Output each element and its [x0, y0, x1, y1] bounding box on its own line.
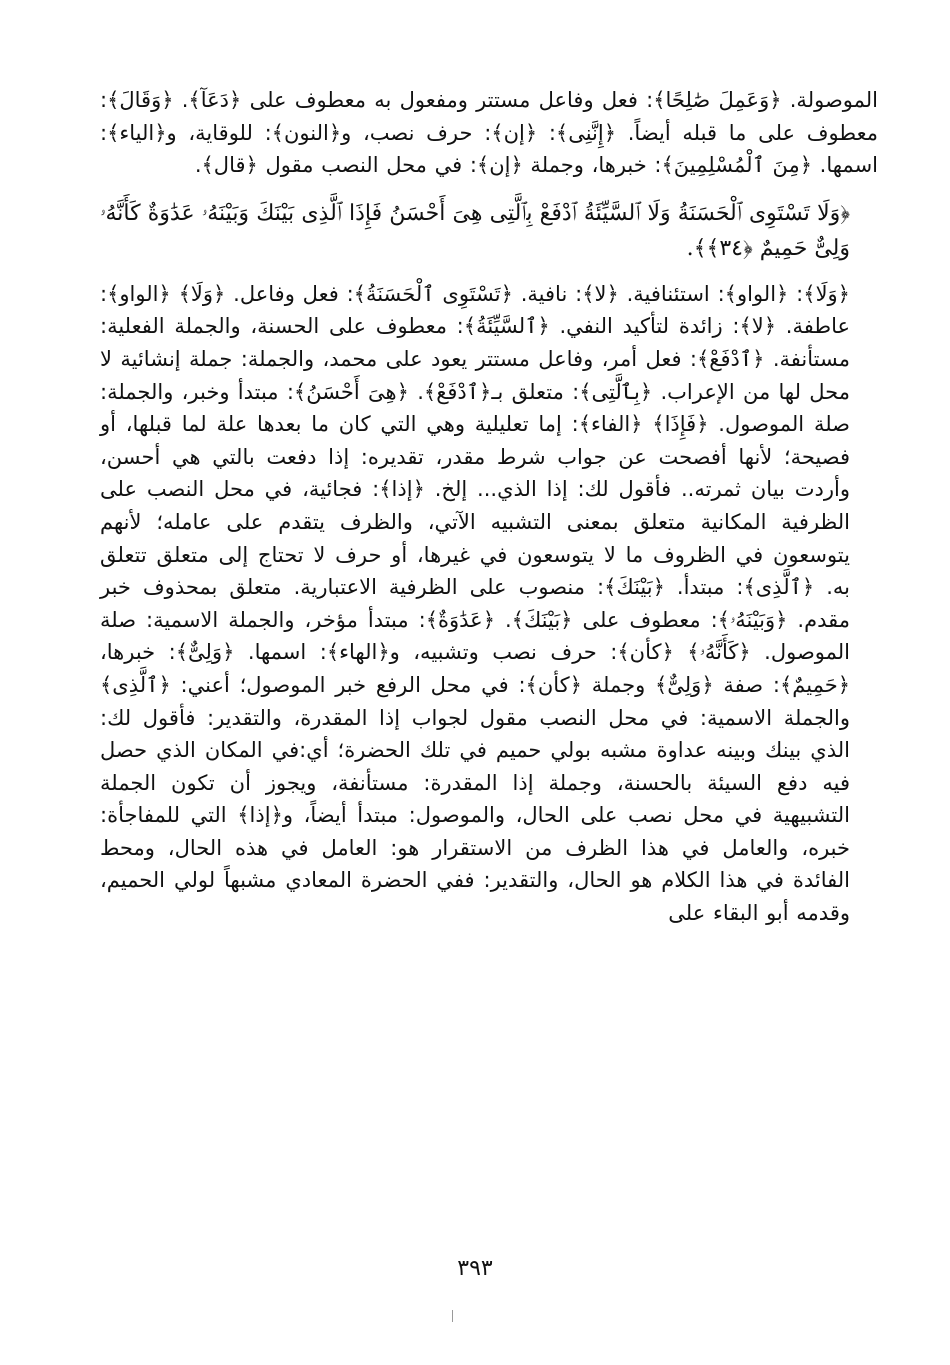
quran-verse: ﴿وَلَا تَسْتَوِى ٱلْحَسَنَةُ وَلَا ٱلسَّيِّئَةُ ٱدْفَعْ بِٱلَّتِى هِىَ أَحْسَنُ فَإِذَا ٱلَّذِى بَيْنَكَ وَبَيْنَهُۥ عَدَٰوَةٌ كَأَنَّهُۥ وَلِىٌّ حَمِيمٌ ﴿٣٤﴾﴾. [100, 200, 850, 261]
paragraph-grammar-analysis: ﴿وَلَا﴾: ﴿الواو﴾: استئنافية. ﴿لا﴾: نافية. ﴿تَسْتَوِى ٱلْحَسَنَةُ﴾: فعل وفاعل. ﴿وَلَا﴾ ﴿الواو﴾: عاطفة. ﴿لا﴾: زائدة لتأكيد النفي. ﴿ٱلسَّيِّئَةُ﴾: معطوف على الحسنة، والجملة الفعلية: مستأنفة. ﴿ٱدْفَعْ﴾: فعل أمر، وفاعل مستتر يعود على محمد، والجملة: جملة إنشائية لا محل لها من الإعراب. ﴿بِٱلَّتِى﴾: متعلق بـ﴿ٱدْفَعْ﴾. ﴿هِىَ أَحْسَنُ﴾: مبتدأ وخبر، والجملة: صلة الموصول. ﴿فَإِذَا﴾ ﴿الفاء﴾: إما تعليلية وهي التي كان ما بعدها علة لما قبلها، أو فصيحة؛ لأنها أفصحت عن جواب شرط مقدر، تقديره: إذا دفعت بالتي هي أحسن، وأردت بيان ثمرته.. فأقول لك: إذا الذي... إلخ. ﴿إذا﴾: فجائية، في محل النصب على الظرفية المكانية متعلق بمعنى التشبيه الآتي، والظرف يتقدم على عامله؛ لأنهم يتوسعون في الظروف ما لا يتوسعون في غيرها، أو حرف لا تحتاج إلى متعلق تتعلق به. ﴿ٱلَّذِى﴾: مبتدأ. ﴿بَيْنَكَ﴾: منصوب على الظرفية الاعتبارية. متعلق بمحذوف خبر مقدم. ﴿وَبَيْنَهُۥ﴾: معطوف على ﴿بَيْنَكَ﴾. ﴿عَدَٰوَةٌ﴾: مبتدأ مؤخر، والجملة الاسمية: صلة الموصول. ﴿كَأَنَّهُۥ﴾ ﴿كأن﴾: حرف نصب وتشبيه، و﴿الهاء﴾: اسمها. ﴿وَلِىٌّ﴾: خبرها، ﴿حَمِيمٌ﴾: صفة ﴿وَلِىٌّ﴾ وجملة ﴿كأن﴾: في محل الرفع خبر الموصول؛ أعني: ﴿ٱلَّذِى﴾ والجملة الاسمية: في محل النصب مقول لجواب إذا المقدرة، والتقدير: فأقول لك: الذي بينك وبينه عداوة مشبه بولي حميم في تلك الحضرة؛ أي:في المكان الذي حصل فيه دفع السيئة بالحسنة، وجملة إذا المقدرة: مستأنفة، ويجوز أن تكون الجملة التشبيهية في محل نصب على الحال، والموصول: مبتدأ أيضاً، و﴿إذا﴾ التي للمفاجأة: خبره، والعامل في هذا الظرف من الاستقرار هو: العامل في هذه الحال، ومحط الفائدة في هذا الكلام هو الحال، والتقدير: ففي الحضرة المعادي مشبهاً لولي الحميم، وقدمه أبو البقاء على [100, 281, 850, 926]
page-edge-mark [452, 1310, 453, 1322]
page-number: ٣٩٣ [457, 1256, 493, 1281]
page-body [100, 84, 878, 930]
paragraph-intro: الموصولة. ﴿وَعَمِلَ صَٰلِحًا﴾: فعل وفاعل مستتر ومفعول به معطوف على ﴿دَعَآ﴾. ﴿وَقَالَ﴾: معطوف على ما قبله أيضاً. ﴿إِنَّنِى﴾: ﴿إن﴾: حرف نصب، و﴿النون﴾: للوقاية، و﴿الياء﴾: اسمها. ﴿مِنَ ٱلْمُسْلِمِينَ﴾: خبرها، وجملة ﴿إن﴾: في محل النصب مقول ﴿قال﴾. [100, 88, 878, 178]
